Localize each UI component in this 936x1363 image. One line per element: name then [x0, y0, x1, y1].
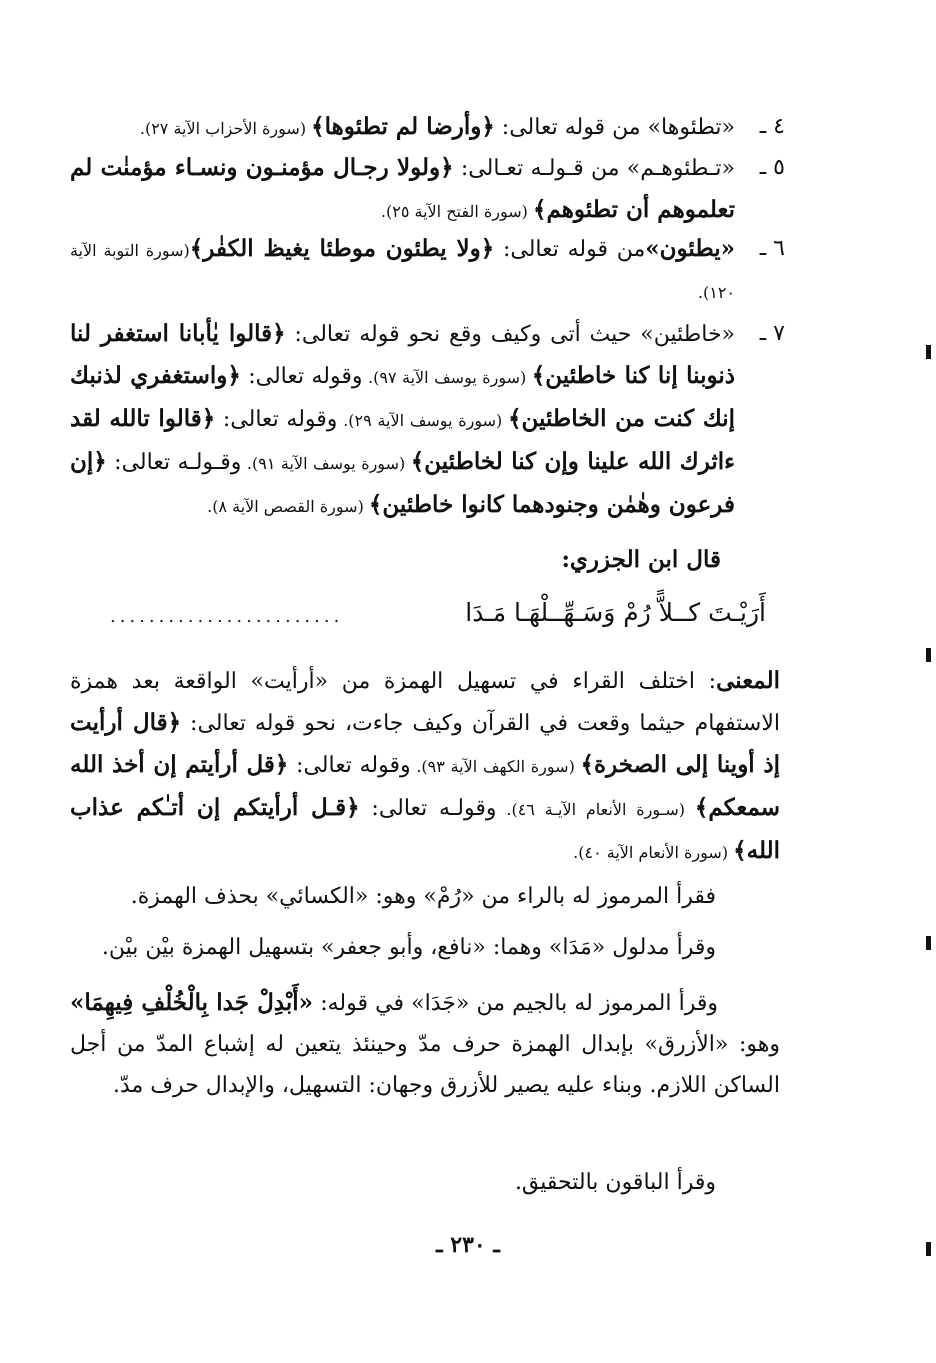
emphasized-text: ﴿ولا يطئون موطئا يغيظ الكفٰر﴾: [189, 235, 495, 262]
emphasized-text: ﴿قالوا يٰأبانا استغفر لنا ذنوبنا إنا كنا خاطئين﴾: [70, 320, 735, 389]
text-run: «خاطئين» حيث أتى وكيف وقع نحو قوله تعالى:: [285, 322, 735, 347]
citation-text: (سورة الكهف الآية ٩٣).: [410, 757, 581, 776]
citation-text: (سورة التوبة الآية ١٢٠).: [70, 241, 735, 302]
emphasized-text: ﴿واستغفري لذنبك إنك كنت من الخاطئين﴾: [70, 362, 735, 432]
text-line: فقرأ المرموز له بالراء من «رُمْ» وهو: «الكسائي» بحذف الهمزة.: [130, 884, 716, 909]
emphasized-text: «يطئون»: [645, 235, 735, 262]
emphasized-text: ﴿قال أرأيت إذ أوينا إلى الصخرة﴾: [70, 709, 780, 778]
poem-verse: أَرَيْـتَ كــلاًّ رُمْ وَسَـهِّــلْهَـا مَـدَا: [465, 598, 766, 627]
emphasized-text: ﴿قالوا تالله لقد ءاثرك الله علينا وإن كنا لخاطئين﴾: [70, 405, 735, 475]
citation-text: (سورة القصص الآية ٨).: [207, 497, 369, 516]
item-text: [70, 228, 735, 313]
text-paragraph: [70, 982, 780, 1106]
text-run: : اختلف القراء في تسهيل الهمزة من «أرأيت» الواقعة بعد همزة الاستفهام حيثما وقعت في القرآن وكيف جاءت، نحو قوله تعالى:: [70, 669, 780, 736]
text-run: وقوله تعالى:: [240, 364, 363, 389]
edge-mark: [926, 345, 931, 359]
list-item: [70, 228, 785, 313]
text-line: وقرأ مدلول «مَدَا» وهما: «نافع، وأبو جعفر» بتسهيل الهمزة بيْن بيْن.: [101, 935, 716, 960]
text-run: «تـطئوهـم» من قـولـه تعـالى:: [453, 156, 735, 181]
item-number: ٤ ـ: [759, 114, 785, 139]
emphasized-text: ﴿إن فرعون وهٰمٰن وجنودهما كانوا خاطئين﴾: [70, 448, 735, 518]
emphasized-text: ﴿وأرضا لم تطئوها﴾: [311, 113, 495, 140]
citation-text: (سورة الأنعام الآية ٤٠).: [573, 843, 734, 862]
meaning-paragraph: [70, 660, 780, 873]
citation-text: (سورة يوسف الآية ٩٧).: [362, 368, 532, 387]
text-run: وهو: «الأزرق» بإبدال الهمزة حرف مدّ وحينئذ يتعين له إشباع المدّ من أجل الساكن اللازم. وبناء عليه يصير للأزرق وجهان: التسهيل، والإبدال حرف مدّ.: [70, 1032, 780, 1098]
item-number: ٧ ـ: [759, 321, 785, 346]
text-run: «تطئوها» من قوله تعالى:: [494, 115, 735, 140]
list-item: [70, 313, 785, 527]
item-number: ٦ ـ: [759, 236, 785, 261]
text-run: من قوله تعالى:: [494, 237, 646, 262]
emphasized-text: المعنى: [716, 667, 780, 694]
text-run: وقوله تعالى:: [215, 407, 338, 432]
emphasized-text: ﴿ولولا رجـال مؤمنـون ونسـاء مؤمنٰت لم تعلموهم أن تطئوهم﴾: [70, 154, 735, 223]
edge-mark: [926, 648, 931, 662]
citation-text: (سـورة الأنعام الآيـة ٤٦).: [496, 800, 695, 819]
verse-dots: ........................: [110, 606, 344, 627]
citation-text: (سورة الفتح الآية ٢٥).: [380, 202, 533, 221]
list-item: [70, 147, 785, 232]
item-text: [70, 147, 735, 232]
section-header: قال ابن الجزري:: [561, 546, 721, 573]
list-item: [70, 106, 785, 149]
emphasized-text: ﴿قل أرأيتم إن أخذ الله سمعكم﴾: [70, 751, 780, 821]
edge-mark: [926, 936, 931, 950]
item-number: ٥ ـ: [759, 155, 785, 180]
text-run: وقرأ المرموز له بالجيم من «جَدَا» في قوله:: [313, 991, 718, 1016]
text-run: وقولـه تعالى:: [359, 796, 497, 821]
citation-text: (سورة الأحزاب الآية ٢٧).: [139, 119, 312, 138]
citation-text: (سورة يوسف الآية ٩١).: [241, 454, 411, 473]
citation-text: (سورة يوسف الآية ٢٩).: [337, 411, 509, 430]
text-run: وقوله تعالى:: [288, 753, 411, 778]
emphasized-text: «أَبْدِلْ جَدا بِالْخُلْفِ فِيهِمَا»: [70, 989, 314, 1016]
page-number: ـ ٢٣٠ ـ: [436, 1232, 500, 1258]
emphasized-text: ﴿قـل أرأيتكم إن أتـٰكم عذاب الله﴾: [70, 794, 780, 864]
edge-mark: [926, 1242, 931, 1256]
text-line: وقرأ الباقون بالتحقيق.: [514, 1170, 716, 1195]
text-run: وقـولـه تعالى:: [106, 450, 242, 475]
item-text: [70, 313, 735, 527]
item-text: [70, 106, 735, 149]
